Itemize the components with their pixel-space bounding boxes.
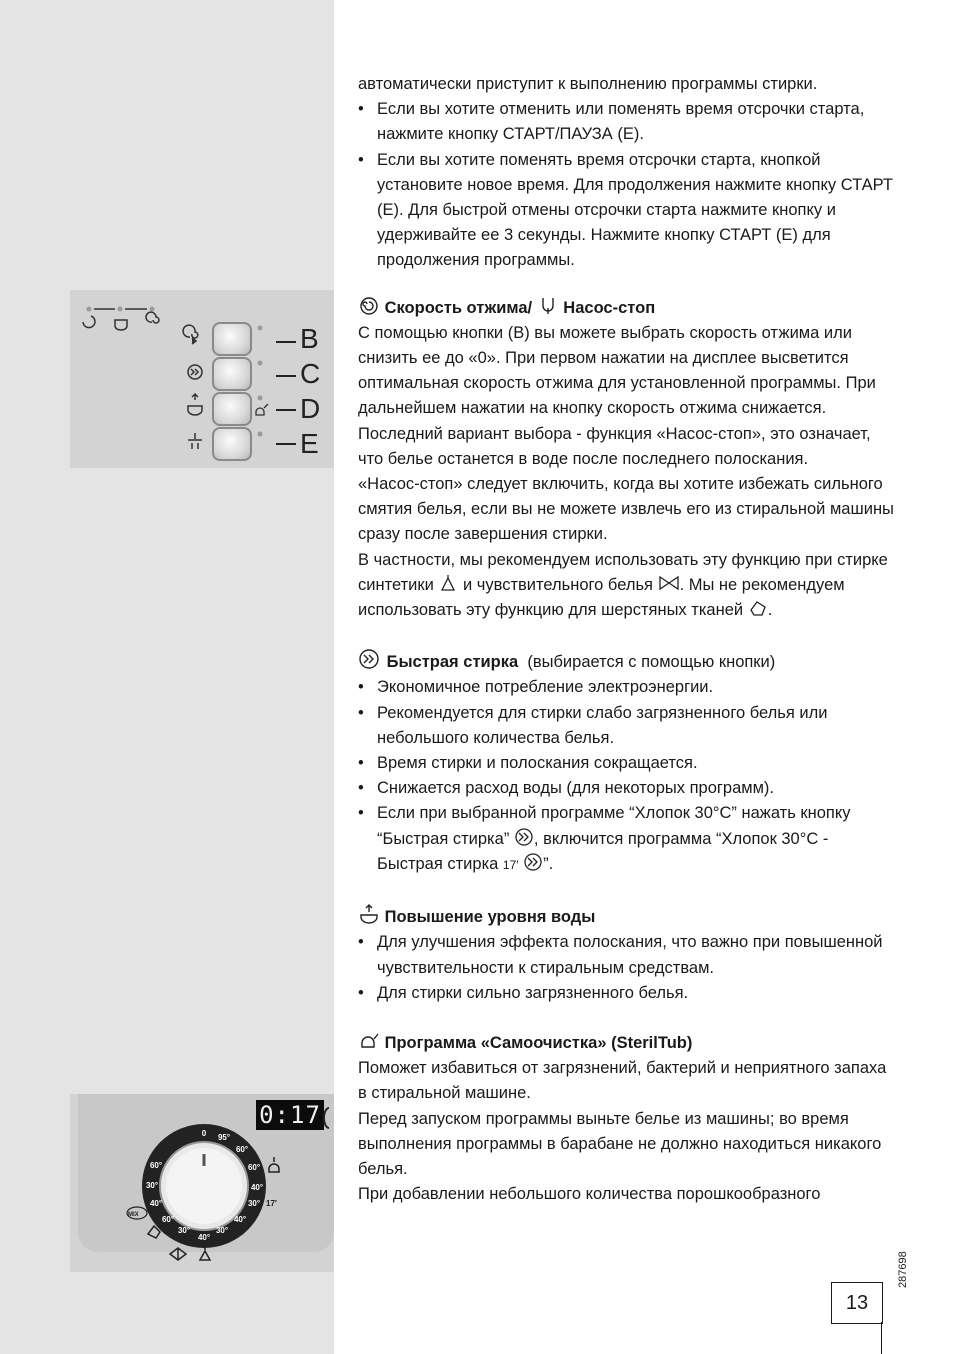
steril-paragraph: При добавлении небольшого количества порошкообразного <box>358 1185 821 1204</box>
quick-wash-icon <box>523 852 543 872</box>
indicator-leds <box>70 290 334 468</box>
document-code <box>884 1232 916 1292</box>
callout-line-b <box>276 341 296 343</box>
page-number-rule <box>881 1322 882 1354</box>
synthetics-icon <box>438 573 458 593</box>
panel-edge <box>324 1108 329 1128</box>
dial-graphic <box>70 1094 334 1272</box>
label-e: E <box>300 428 319 459</box>
water-bullet: • Для стирки сильно загрязненного белья. <box>358 981 898 1006</box>
steril-paragraph: Поможет избавиться от загрязнений, бактерий и неприятного запаха в стиральной машине. <box>358 1059 887 1103</box>
quick-wash-17-label: 17′ <box>266 1199 277 1208</box>
steril-paragraph: Перед запуском программы выньте белье из машины; во время выполнения программы в барабане не должно находиться никакого белья. <box>358 1109 882 1178</box>
dial-label: 95° <box>217 1133 231 1142</box>
document-code-text: 287698 <box>897 1251 909 1288</box>
quick-wash-icon <box>514 827 534 847</box>
steriltub-icon <box>358 1031 380 1051</box>
spin-paragraph: «Насос-стоп» следует включить, когда вы хотите избежать сильного смятия белья, если вы не можете извлечь его из стиральной машины сразу после завершения стирки. <box>358 475 894 544</box>
water-level-button-d[interactable] <box>212 392 252 426</box>
dial-label: 40° <box>250 1183 264 1192</box>
quick-bullet: • Снижается расход воды (для некоторых программ). <box>358 776 898 801</box>
spin-heading <box>358 296 898 321</box>
water-plus-icon <box>269 1157 279 1172</box>
label-d: D <box>300 393 321 424</box>
intro-bullet: • Если вы хотите поменять время отсрочки старта, кнопкой установите новое время. Для продолжения нажмите кнопку СТАРТ (E). Для быстрой отмены отсрочки старта нажмите кнопку и удерживайте ее 3 секунды. Нажмите кнопку СТАРТ (E) для продолжения программы. <box>358 148 898 274</box>
dial-label: 30° <box>247 1199 261 1208</box>
spin-text: и чувствительного белья <box>462 575 653 594</box>
button-panel-figure <box>70 290 334 468</box>
dial-label: 40° <box>149 1199 163 1208</box>
mix-label: MIX <box>128 1212 139 1218</box>
spin-text: . Мы не рекомендуем использовать эту функцию для шерстяных тканей <box>358 575 845 620</box>
spin-paragraph <box>358 548 898 624</box>
label-b: B <box>300 323 319 354</box>
spin-text: В частности, мы рекомендуем использовать эту функцию при стирке синтетики <box>358 550 888 594</box>
quick-text: ”. <box>543 854 554 873</box>
spin-icon <box>358 296 380 316</box>
water-bullet: • Для улучшения эффекта полоскания, что важно при повышенной чувствительности к стиральным средствам. <box>358 930 898 980</box>
quick-bullet: • Рекомендуется для стирки слабо загрязненного белья или небольшого количества белья. <box>358 701 898 751</box>
quick-17-mark: 17′ <box>502 857 519 872</box>
start-button-e[interactable] <box>212 427 252 461</box>
steril-title: Программа «Самоочистка» (SterilTub) <box>384 1033 693 1052</box>
intro-bullet: • Если вы хотите отменить или поменять время отсрочки старта, нажмите кнопку СТАРТ/ПАУЗА (E). <box>358 97 898 147</box>
spin-paragraph: Последний вариант выбора - функция «Насос-стоп», это означает, что белье останется в воде после последнего полоскания. <box>358 424 871 468</box>
dial-label: 60° <box>247 1163 261 1172</box>
pump-stop-title: Насос-стоп <box>563 298 656 317</box>
spin-title: Скорость отжима/ <box>384 298 533 317</box>
pump-stop-icon <box>537 296 559 316</box>
spin-text: . <box>767 601 773 620</box>
water-title: Повышение уровня воды <box>384 908 596 927</box>
dial-label: 40° <box>197 1233 211 1242</box>
steril-heading <box>358 1031 898 1056</box>
dial-label: 0 <box>201 1129 207 1138</box>
spin-button-b[interactable] <box>212 322 252 356</box>
callout-line-c <box>276 375 296 377</box>
quick-bullet: • Экономичное потребление электроэнергии. <box>358 675 898 700</box>
water-level-icon <box>358 903 380 925</box>
dial-label: 40° <box>233 1215 247 1224</box>
quick-heading <box>358 648 898 675</box>
quick-wash-icon <box>358 648 382 670</box>
page-number: 13 <box>831 1282 883 1324</box>
quick-text: , включится программа “Хлопок 30°C - Быстрая стирка <box>377 829 829 873</box>
quick-wash-button-c[interactable] <box>212 357 252 391</box>
program-dial-figure <box>70 1094 334 1272</box>
digital-display: 0:17 <box>256 1100 324 1130</box>
quick-bullet: • Время стирки и полоскания сокращается. <box>358 751 898 776</box>
water-heading <box>358 903 898 930</box>
dial-label: 30° <box>145 1181 159 1190</box>
callout-line-d <box>276 409 296 411</box>
wool-icon <box>748 598 768 618</box>
dial-label: 60° <box>149 1161 163 1170</box>
main-text-column <box>358 72 898 1207</box>
quick-subtitle: (выбирается с помощью кнопки) <box>527 653 776 672</box>
callout-line-e <box>276 443 296 445</box>
dial-label: 30° <box>177 1226 191 1235</box>
wool-icon <box>148 1226 160 1238</box>
dial-label: 60° <box>161 1215 175 1224</box>
dial-label: 60° <box>235 1145 249 1154</box>
spin-paragraph: С помощью кнопки (B) вы можете выбрать скорость отжима или снизить ее до «0». При первом нажатии на дисплее высветится оптимальная скорость отжима для установленной программы. При дальнейшем нажатии на кнопку скорость отжима снижается. <box>358 323 876 418</box>
label-c: C <box>300 358 321 389</box>
quick-text: Если при выбранной программе “Хлопок 30°C” нажать кнопку “Быстрая стирка” <box>377 804 851 848</box>
delicate-icon <box>170 1248 186 1260</box>
dial-label: 30° <box>215 1226 229 1235</box>
quick-bullet <box>358 801 898 878</box>
quick-title: Быстрая стирка <box>386 653 519 672</box>
delicates-icon <box>658 573 680 593</box>
intro-line: автоматически приступит к выполнению программы стирки. <box>358 75 818 93</box>
